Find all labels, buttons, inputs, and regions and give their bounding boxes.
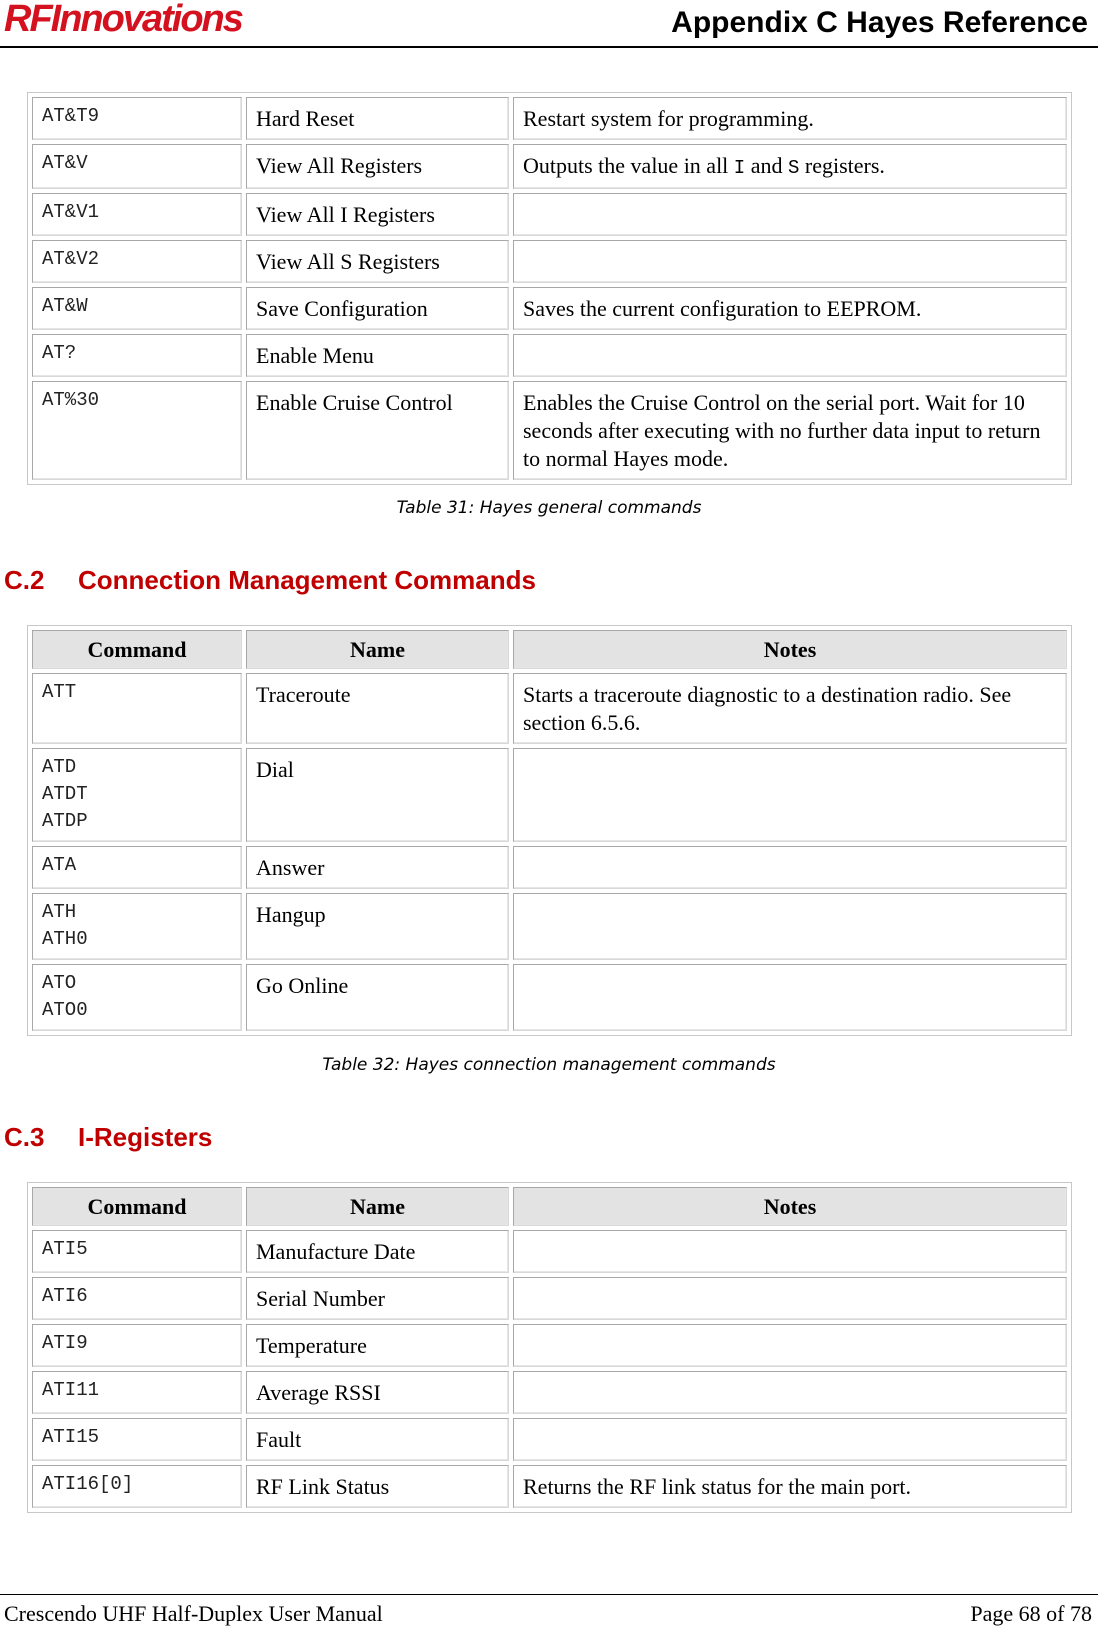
command-cell	[32, 381, 242, 480]
name-cell: Temperature	[246, 1324, 509, 1367]
section-number: C.3	[4, 1122, 45, 1152]
name-cell: Hangup	[246, 893, 509, 960]
notes-cell	[513, 1418, 1067, 1461]
command-code: AT&T9	[42, 105, 100, 127]
name-cell: Enable Cruise Control	[246, 381, 509, 480]
table-row	[32, 381, 1067, 480]
table-row	[32, 287, 1067, 330]
command-code: ATA	[42, 854, 77, 876]
notes-cell: Returns the RF link status for the main port.	[513, 1465, 1067, 1508]
notes-cell: Saves the current configuration to EEPROM.	[513, 287, 1067, 330]
command-code: AT&V2	[42, 248, 100, 270]
name-cell: View All Registers	[246, 144, 509, 189]
table-caption: Table 32: Hayes connection management commands	[322, 1055, 776, 1075]
command-cell	[32, 1324, 242, 1367]
section-title: Connection Management Commands	[78, 565, 536, 595]
command-code: ATT	[42, 681, 77, 703]
table-row	[32, 334, 1067, 377]
command-code: ATI16[0]	[42, 1473, 134, 1495]
section-heading	[4, 565, 536, 596]
table-row	[32, 893, 1067, 960]
notes-cell	[513, 1230, 1067, 1273]
command-code: ATI15	[42, 1426, 100, 1448]
table-row	[32, 673, 1067, 744]
command-cell	[32, 287, 242, 330]
table-general-commands	[27, 92, 1072, 485]
column-header: Name	[246, 630, 509, 669]
table-header-row	[32, 1187, 1067, 1226]
command-cell	[32, 1371, 242, 1414]
table-i-registers	[27, 1182, 1072, 1513]
name-cell: Fault	[246, 1418, 509, 1461]
column-header: Command	[32, 1187, 242, 1226]
command-cell	[32, 673, 242, 744]
notes-cell	[513, 334, 1067, 377]
command-cell	[32, 964, 242, 1031]
command-cell	[32, 193, 242, 236]
notes-cell	[513, 846, 1067, 889]
table-connection-commands	[27, 625, 1072, 1036]
command-code: ATH0	[42, 928, 88, 950]
notes-cell	[513, 193, 1067, 236]
command-code: AT&V	[42, 152, 88, 174]
command-cell	[32, 97, 242, 140]
command-cell	[32, 748, 242, 842]
company-logo: RFInnovations	[4, 0, 242, 40]
table-row	[32, 1418, 1067, 1461]
table-row	[32, 193, 1067, 236]
notes-cell	[513, 240, 1067, 283]
table-row	[32, 964, 1067, 1031]
notes-cell	[513, 1324, 1067, 1367]
command-cell	[32, 1230, 242, 1273]
table-row	[32, 748, 1067, 842]
table-row	[32, 97, 1067, 140]
name-cell: Traceroute	[246, 673, 509, 744]
notes-cell	[513, 1277, 1067, 1320]
column-header: Command	[32, 630, 242, 669]
section-number: C.2	[4, 565, 45, 595]
name-cell: Manufacture Date	[246, 1230, 509, 1273]
name-cell: Go Online	[246, 964, 509, 1031]
command-code: ATI9	[42, 1332, 88, 1354]
command-cell	[32, 846, 242, 889]
command-code: AT&V1	[42, 201, 100, 223]
register-code: I	[733, 157, 746, 179]
name-cell: Average RSSI	[246, 1371, 509, 1414]
command-code: ATDP	[42, 810, 88, 832]
name-cell: View All I Registers	[246, 193, 509, 236]
page-footer	[0, 1594, 1098, 1626]
table-row	[32, 1277, 1067, 1320]
command-code: ATI11	[42, 1379, 100, 1401]
table-row	[32, 1324, 1067, 1367]
section-heading	[4, 1122, 212, 1153]
column-header: Name	[246, 1187, 509, 1226]
notes-text: Outputs the value in all	[523, 153, 734, 178]
column-header: Notes	[513, 630, 1067, 669]
command-code: ATD	[42, 756, 77, 778]
command-cell	[32, 334, 242, 377]
command-code: ATI6	[42, 1285, 88, 1307]
notes-cell: Starts a traceroute diagnostic to a destination radio. See section 6.5.6.	[513, 673, 1067, 744]
table-row	[32, 144, 1067, 189]
notes-cell: Enables the Cruise Control on the serial port. Wait for 10 seconds after executing with no further data input to return to normal Hayes mode.	[513, 381, 1067, 480]
table-header-row	[32, 630, 1067, 669]
command-cell	[32, 893, 242, 960]
command-cell	[32, 1277, 242, 1320]
notes-cell	[513, 1371, 1067, 1414]
section-title: I-Registers	[78, 1122, 213, 1152]
table-row	[32, 1230, 1067, 1273]
name-cell: Dial	[246, 748, 509, 842]
notes-cell	[513, 964, 1067, 1031]
command-code: ATDT	[42, 783, 88, 805]
notes-text: and	[745, 153, 788, 178]
page-header	[0, 0, 1098, 48]
header-title: Appendix C Hayes Reference	[671, 6, 1088, 39]
command-code: ATI5	[42, 1238, 88, 1260]
name-cell: View All S Registers	[246, 240, 509, 283]
notes-cell	[513, 748, 1067, 842]
notes-text: registers.	[799, 153, 885, 178]
footer-page-number: Page 68 of 78	[970, 1601, 1092, 1626]
notes-cell: Restart system for programming.	[513, 97, 1067, 140]
name-cell: Hard Reset	[246, 97, 509, 140]
name-cell: RF Link Status	[246, 1465, 509, 1508]
command-code: AT?	[42, 342, 77, 364]
table-row	[32, 1465, 1067, 1508]
register-code: S	[787, 157, 800, 179]
command-code: AT%30	[42, 389, 100, 411]
command-cell	[32, 1465, 242, 1508]
notes-cell	[513, 893, 1067, 960]
command-code: ATO0	[42, 999, 88, 1021]
name-cell: Enable Menu	[246, 334, 509, 377]
command-code: AT&W	[42, 295, 88, 317]
table-row	[32, 240, 1067, 283]
table-row	[32, 1371, 1067, 1414]
table-caption: Table 31: Hayes general commands	[396, 498, 702, 518]
command-cell	[32, 144, 242, 189]
name-cell: Serial Number	[246, 1277, 509, 1320]
command-code: ATH	[42, 901, 77, 923]
notes-cell	[513, 144, 1067, 189]
table-row	[32, 846, 1067, 889]
name-cell: Answer	[246, 846, 509, 889]
command-cell	[32, 240, 242, 283]
column-header: Notes	[513, 1187, 1067, 1226]
name-cell: Save Configuration	[246, 287, 509, 330]
command-cell	[32, 1418, 242, 1461]
footer-manual-title: Crescendo UHF Half-Duplex User Manual	[4, 1601, 383, 1626]
command-code: ATO	[42, 972, 77, 994]
